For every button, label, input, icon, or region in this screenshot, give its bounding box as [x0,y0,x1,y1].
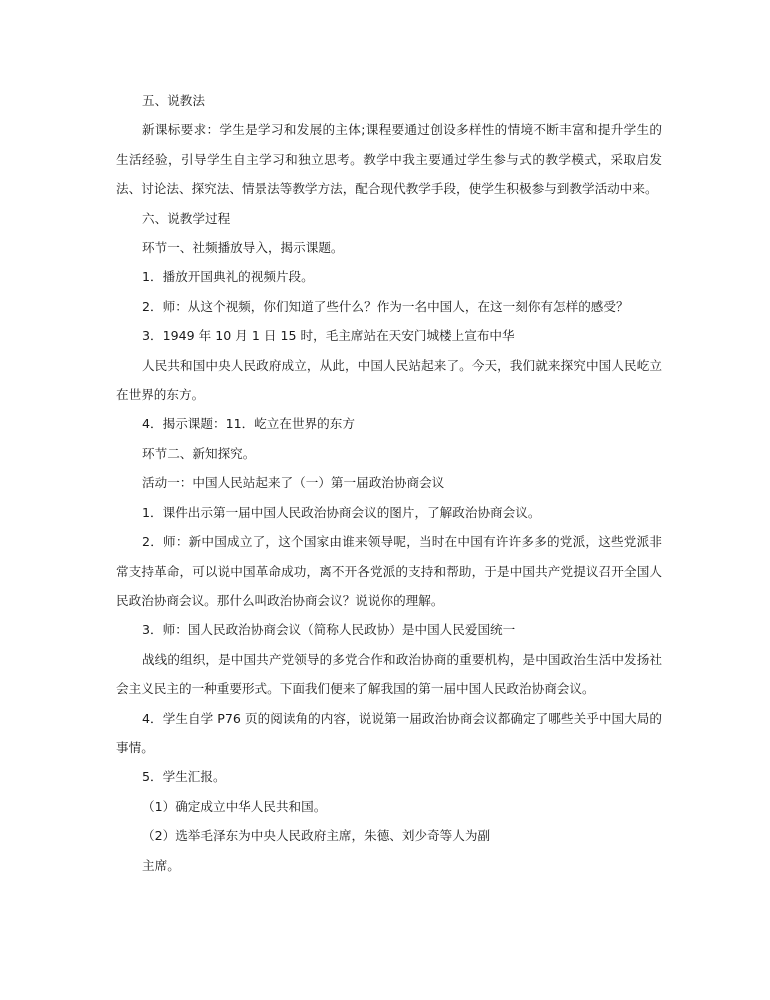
list-item: 2．师：新中国成立了，这个国家由谁来领导呢，当时在中国有许许多多的党派，这些党派非常支持革命，可以说中国革命成功，离不开各党派的支持和帮助，于是中国共产党提议召开全国人民政治协商会议。那什么叫政治协商会议？说说你的理解。 [116,534,662,608]
paragraph-curriculum-requirement: 新课标要求：学生是学习和发展的主体;课程要通过创设多样性的情境不断丰富和提升学生的生活经验，引导学生自主学习和独立思考。教学中我主要通过学生参与式的教学模式，采取启发法、讨论法、探究法、情景法等教学方法，配合现代教学手段，使学生积极参与到教学活动中来。 [116,122,662,197]
list-item: 3．1949 年 10 月 1 日 15 时，毛主席站在天安门城楼上宣布中华 [142,328,515,344]
sub-list-item: （2）选举毛泽东为中央人民政府主席，朱德、刘少奇等人为副 [142,828,491,844]
sub-list-item: （1）确定成立中华人民共和国。 [142,798,327,814]
heading-teaching-method: 五、说教法 [142,93,205,108]
paragraph-continuation: 主席。 [142,857,180,873]
document-body [116,86,662,880]
list-item: 1．播放开国典礼的视频片段。 [142,269,314,285]
list-item: 4．揭示课题：11．屹立在世界的东方 [142,416,355,432]
list-item: 2．师：从这个视频，你们知道了些什么？作为一名中国人，在这一刻你有怎样的感受？ [142,298,629,314]
activity-one-heading: 活动一：中国人民站起来了（一）第一届政治协商会议 [142,475,445,491]
paragraph-continuation: 人民共和国中央人民政府成立，从此，中国人民站起来了。今天，我们就来探究中国人民屹立在世界的东方。 [116,357,662,403]
list-item: 4．学生自学 P76 页的阅读角的内容，说说第一届政治协商会议都确定了哪些关乎中国大局的事情。 [116,710,662,755]
list-item: 5．学生汇报。 [142,769,226,785]
step-two-heading: 环节二、新知探究。 [142,445,256,461]
paragraph-continuation: 战线的组织，是中国共产党领导的多党合作和政治协商的重要机构，是中国政治生活中发扬社会主义民主的一种重要形式。下面我们便来了解我国的第一届中国人民政治协商会议。 [116,651,662,697]
step-one-heading: 环节一、社频播放导入，揭示课题。 [142,240,344,256]
list-item: 3．师：国人民政治协商会议（简称人民政协）是中国人民爱国统一 [142,622,516,638]
heading-teaching-process: 六、说教学过程 [142,210,231,226]
list-item: 1．课件出示第一届中国人民政治协商会议的图片，了解政治协商会议。 [142,504,541,520]
